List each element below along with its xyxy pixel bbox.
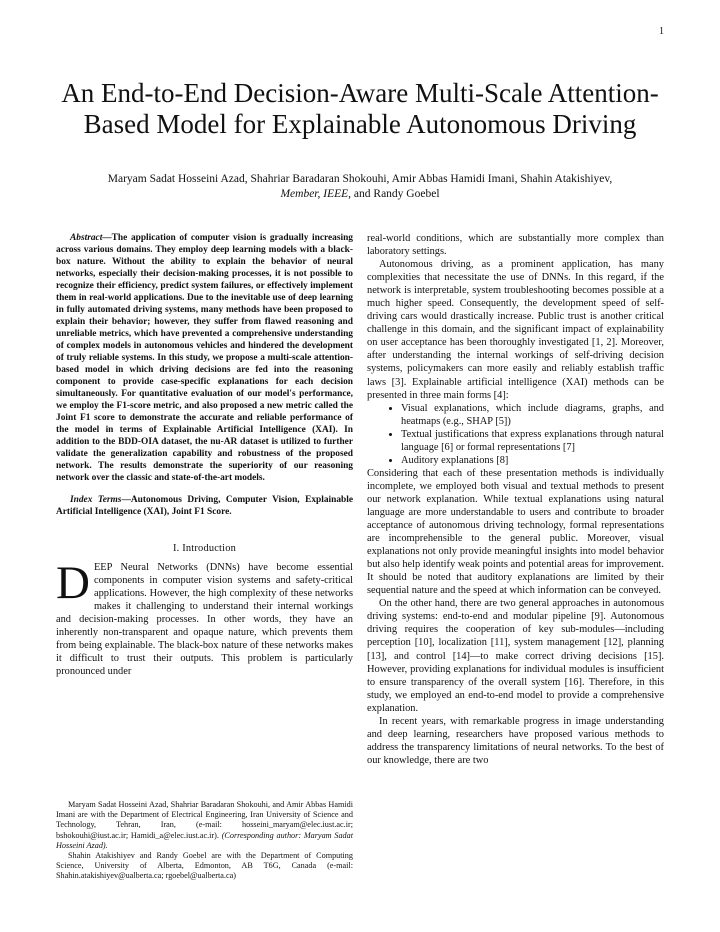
corresponding-author-note: (Corresponding author: Maryam Sadat Hosseini Azad). — [56, 830, 353, 850]
right-column — [367, 232, 664, 767]
drop-cap: D — [56, 557, 90, 610]
abstract-text: —The application of computer vision is gradually increasing across various domains. They employ deep learning models with a black-box nature. Without the ability to explain the behavior of neural networks, especially their decision-making processes, it is not possible to recognize their efficiency, predict system failures, or effectively implement them in real-world applications. Due to the inevitable use of deep learning in fully automated driving systems, many methods have been proposed to explain their behavior; however, they suffer from flawed reasoning and unreliable metrics, which have prevented a comprehensive understanding of complex models in autonomous vehicles and hindered the development of truly reliable systems. In this study, we propose a multi-scale attention-based model in which driving decisions are fed into the reasoning component to provide case-specific explanations for each decision simultaneously. For quantitative evaluation of our model's performance, we employ the F1-score metric, and also proposed a new metric called the Joint F1 score to demonstrate the accurate and reliable performance of the model in terms of Explainable Artificial Intelligence (XAI). In addition to the BDD-OIA dataset, the nu-AR dataset is utilized to further validate the generalization capability and robustness of the proposed network. The results demonstrate the superiority of our reasoning network over the classic and state-of-the-art models. — [56, 233, 353, 483]
footnote-affiliation-1-text: Maryam Sadat Hosseini Azad, Shahriar Baradaran Shokouhi, and Amir Abbas Hamidi Imani are with the Department of Electrical Engineering, Iran University of Science and Technology, Tehran, Iran, (e-mail: hosseini_maryam@elec.iust.ac.ir; bshokouhi@iust.ac.ir; Hamidi_a@elec.iust.ac.ir). — [56, 800, 353, 840]
author-membership: Member, IEEE, — [280, 188, 352, 200]
author-names: Maryam Sadat Hosseini Azad, Shahriar Baradaran Shokouhi, Amir Abbas Hamidi Imani, Shahin Atakishiyev, — [107, 173, 613, 185]
footnote-affiliation-2: Shahin Atakishiyev and Randy Goebel are with the Department of Computing Science, University of Alberta, Edmonton, AB T6G, Canada (e-mail: Shahin.atakishiyev@ualberta.ca; rgoebel@ualberta.ca) — [56, 851, 353, 881]
intro-paragraph-text: EEP Neural Networks (DNNs) have become essential components in computer vision systems and safety-critical applications. However, the high complexity of these networks makes it challenging to understand their internal workings and decision-making processes. In other words, they have an inherently non-transparent and opaque nature, which prevents them from being explainable. The black-box nature of these networks makes it difficult to trust their outputs. This problem is particularly pronounced under — [56, 562, 353, 678]
author-footnote — [56, 800, 353, 882]
xai-forms-list — [367, 402, 664, 467]
author-list — [50, 172, 670, 202]
index-terms — [56, 494, 353, 518]
abstract — [56, 232, 353, 484]
paragraph-continuation: real-world conditions, which are substantially more complex than laboratory settings. — [367, 233, 664, 258]
footnote-affiliation-1 — [56, 800, 353, 851]
paper-title: An End-to-End Decision-Aware Multi-Scale Attention-Based Model for Explainable Autonomous Driving — [61, 78, 659, 140]
list-item: • Textual justifications that express explanations through natural language [6] or formal representations [7] — [401, 428, 664, 454]
list-item: • Visual explanations, which include diagrams, graphs, and heatmaps (e.g., SHAP [5]) — [401, 402, 664, 428]
paragraph-presentation-methods: Considering that each of these presentation methods is individually incomplete, we employed both visual and textual methods to present our network explanation. While textual explanations using natural language are more understandable to users and contribute to broader acceptance of autonomous driving technology, formal representations are incomprehensible to the general public. Moreover, visual explanations not only provide meaningful insights into model behavior but also help identify weak points and potential areas for improvement. It should be noted that auditory explanations are limited by their sequential nature and the speed at which information can be conveyed. — [367, 467, 664, 597]
paragraph-approaches: On the other hand, there are two general approaches in autonomous driving systems: end-to-end and modular pipeline [9]. Autonomous driving requires the cooperation of key sub-modules—including perception [10], localization [11], system management [12], planning [13], and control [14]—to make correct driving decisions [15]. However, providing explanations for individual modules is insufficient to ensure transparency of the overall system [16]. Therefore, in this study, we employed an end-to-end model to provide a comprehensive explanation. — [367, 598, 664, 714]
page-number: 1 — [659, 26, 664, 37]
paragraph-recent-years: In recent years, with remarkable progress in image understanding and deep learning, researchers have proposed various methods to address the transparency limitations of neural networks. To the best of our knowledge, there are two — [367, 715, 664, 766]
left-column — [56, 232, 353, 678]
index-terms-lead: Index Terms — [70, 495, 122, 505]
abstract-lead: Abstract — [70, 233, 103, 243]
paragraph-autonomous-driving: Autonomous driving, as a prominent application, has many complexities that necessitate the use of DNNs. In this regard, if the network is interpretable, system troubleshooting becomes possible at a much higher speed. Consequently, the development speed of self-driving cars would drastically increase. Public trust is another critical challenge in this domain, and the significant impact of explainability on user acceptance has been thoroughly investigated [1, 2]. Moreover, after understanding the internal workings of self-driving decision systems, policymakers can more easily and reliably establish traffic laws [3]. Explainable artificial intelligence (XAI) methods can be presented in three main forms [4]: — [367, 259, 664, 401]
intro-paragraph — [56, 557, 353, 678]
list-item: • Auditory explanations [8] — [401, 454, 664, 467]
index-terms-text: —Autonomous Driving, Computer Vision, Explainable Artificial Intelligence (XAI), Joint F1 Score. — [56, 495, 354, 517]
section-heading-introduction: I. Introduction — [172, 543, 237, 554]
author-last: and Randy Goebel — [351, 188, 440, 200]
